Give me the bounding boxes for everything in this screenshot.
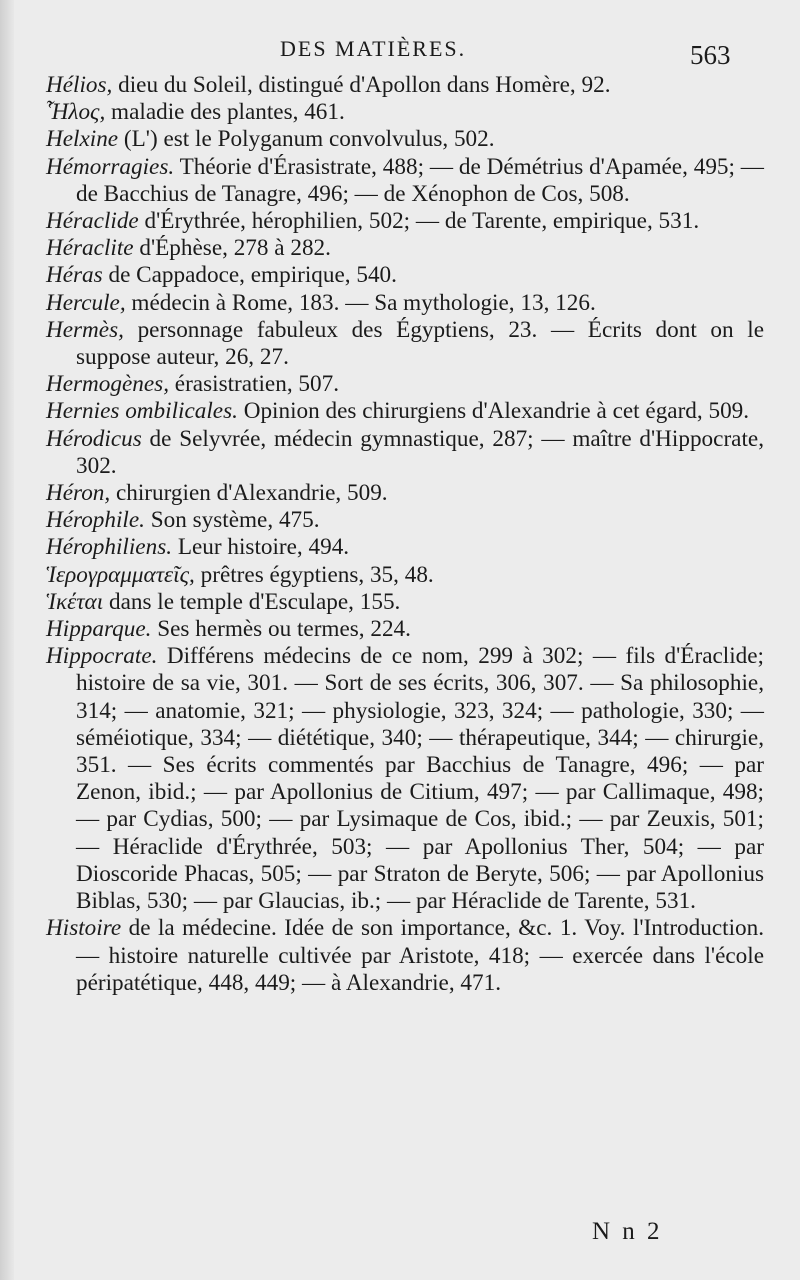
entry-text: Théorie d'Érasistrate, 488; — de Démétrius d'Apamée, 495; — de Bacchius de Tanagre, 496; — de Xénophon de Cos, 508. [76, 153, 764, 207]
index-entry [46, 317, 764, 371]
entry-term: Héraclide [46, 208, 139, 235]
entry-text: de Selyvrée, médecin gymnastique, 287; — maître d'Hippocrate, 302. [76, 425, 764, 479]
index-entry [46, 643, 764, 915]
entry-term: Héron, [46, 480, 111, 507]
index-entries [46, 72, 764, 997]
entry-text: dieu du Soleil, distingué d'Apollon dans Homère, 92. [112, 72, 611, 98]
index-entry [46, 99, 764, 126]
entry-text: de Cappadoce, empirique, 540. [102, 262, 397, 289]
page-header [0, 30, 800, 74]
index-entry [46, 589, 764, 616]
entry-text: d'Érythrée, hérophilien, 502; — de Tarente, empirique, 531. [138, 208, 700, 235]
entry-text: dans le temple d'Esculape, 155. [103, 588, 401, 615]
entry-term: Ἱερογραμματεῖς, [46, 561, 195, 588]
entry-term: Histoire [46, 915, 122, 942]
entry-term: Hippocrate. [46, 643, 158, 670]
entry-term: Hémorragies. [46, 153, 175, 180]
entry-text: Opinion des chirurgiens d'Alexandrie à cet égard, 509. [237, 398, 750, 425]
entry-term: Hérophiliens. [46, 534, 173, 561]
entry-text: prêtres égyptiens, 35, 48. [194, 561, 434, 588]
signature-mark: N n 2 [592, 1218, 663, 1245]
entry-term: Hercule, [46, 289, 126, 316]
index-entry [46, 262, 764, 289]
page-number: 563 [690, 40, 731, 70]
index-entry [46, 507, 764, 534]
entry-term: Ἱκέται [46, 588, 104, 615]
entry-term: Héras [46, 262, 103, 289]
entry-term: Hérodicus [46, 425, 142, 452]
entry-text: chirurgien d'Alexandrie, 509. [110, 480, 388, 507]
index-entry [46, 371, 764, 398]
entry-text: érasistratien, 507. [169, 371, 339, 398]
entry-text: Leur histoire, 494. [172, 534, 350, 561]
index-entry [46, 208, 764, 235]
entry-text: Différens médecins de ce nom, 299 à 302; — fils d'Éraclide; histoire de sa vie, 301. — Sort de ses écrits, 306, 307. — Sa philosophie, 314; — anatomie, 321; — physiologie, 323, 324; — pathologie, 330; — séméiotique, 334; — diététique, 340; — thérapeutique, 344; — chirurgie, 351. — Ses écrits commentés par Bacchius de Tanagre, 496; — par Zenon, ibid.; — par Apollonius de Citium, 497; — par Callimaque, 498; — par Cydias, 500; — par Lysimaque de Cos, ibid.; — par Zeuxis, 501; — Héraclide d'Érythrée, 503; — par Apollonius Ther, 504; — par Dioscoride Phacas, 505; — par Straton de Beryte, 506; — par Apollonius Biblas, 530; — par Glaucias, ib.; — par Héraclide de Tarente, 531. [76, 643, 764, 915]
entry-term: Ἧλος, [46, 99, 106, 126]
entry-term: Helxine [46, 126, 119, 153]
index-entry [46, 126, 764, 153]
index-entry [46, 154, 764, 208]
entry-term: Hermogènes, [46, 371, 169, 398]
entry-text: d'Éphèse, 278 à 282. [133, 235, 331, 262]
entry-text: de la médecine. Idée de son importance, &c. 1. Voy. l'Introduction. — histoire naturelle cultivée par Aristote, 418; — exercée dans l'école péripatétique, 448, 449; — à Alexandrie, 471. [76, 915, 764, 996]
entry-text: (L') est le Polyganum convolvulus, 502. [118, 126, 495, 153]
entry-text: Son système, 475. [144, 507, 320, 534]
index-entry [46, 616, 764, 643]
entry-term: Hélios, [46, 72, 113, 98]
entry-term: Héraclite [46, 235, 134, 262]
entry-term: Hérophile. [46, 507, 145, 534]
entry-text: Ses hermès ou termes, 224. [151, 616, 411, 643]
index-entry [46, 398, 764, 425]
running-title: DES MATIÈRES. [280, 36, 467, 61]
index-entry [46, 72, 764, 99]
entry-text: maladie des plantes, 461. [105, 99, 345, 126]
index-entry [46, 426, 764, 480]
entry-term: Hernies ombilicales. [46, 398, 238, 425]
index-entry [46, 915, 764, 997]
index-entry [46, 480, 764, 507]
index-entry [46, 562, 764, 589]
entry-text: médecin à Rome, 183. — Sa mythologie, 13, 126. [125, 289, 596, 316]
entry-term: Hermès, [46, 316, 124, 343]
entry-text: personnage fabuleux des Égyptiens, 23. — Écrits dont on le suppose auteur, 26, 27. [76, 316, 764, 371]
index-entry [46, 235, 764, 262]
index-entry [46, 534, 764, 561]
entry-term: Hipparque. [46, 616, 152, 643]
index-entry [46, 290, 764, 317]
